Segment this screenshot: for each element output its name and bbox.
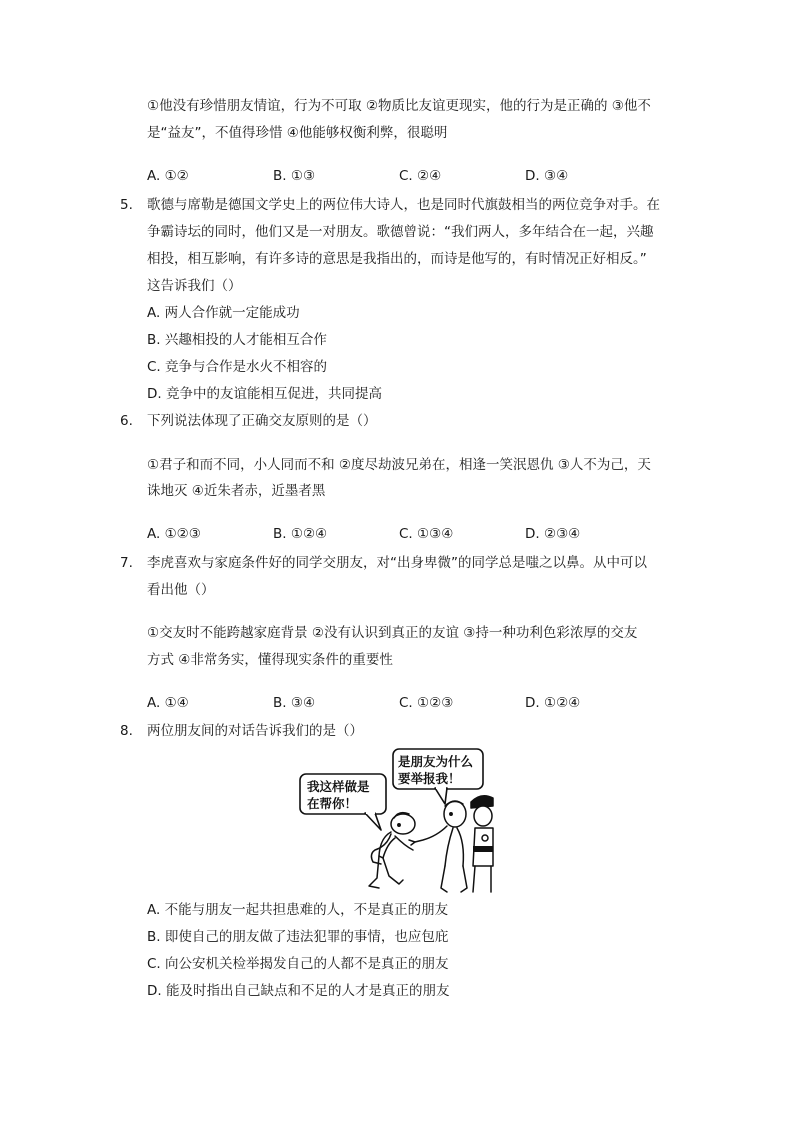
q5-stem-line2: 争霸诗坛的同时，他们又是一对朋友。歌德曾说：“我们两人，多年结合在一起，兴趣 [147, 224, 654, 240]
q7-stem-line1: 李虎喜欢与家庭条件好的同学交朋友，对“出身卑微”的同学总是嗤之以鼻。从中可以 [147, 555, 647, 571]
q5-option-b[interactable]: B. 兴趣相投的人才能相互合作 [147, 332, 327, 348]
q6-option-d[interactable]: D. ②③④ [525, 526, 581, 542]
q7-stem-line2: 看出他（） [147, 582, 215, 598]
q7-statements-line1: ①交友时不能跨越家庭背景 ②没有认识到真正的友谊 ③持一种功利色彩浓厚的交友 [147, 625, 638, 641]
q4-option-d[interactable]: D. ③④ [525, 168, 569, 184]
q7-statements-line2: 方式 ④非常务实，懂得现实条件的重要性 [147, 652, 393, 668]
speech-bubble-right [393, 749, 483, 804]
q5-option-a[interactable]: A. 两人合作就一定能成功 [147, 305, 300, 321]
q8-stem: 两位朋友间的对话告诉我们的是（） [147, 723, 363, 739]
q8-number: 8. [120, 723, 133, 739]
q7-option-b[interactable]: B. ③④ [273, 695, 316, 711]
q8-option-a[interactable]: A. 不能与朋友一起共担患难的人，不是真正的朋友 [147, 902, 449, 918]
q4-option-c[interactable]: C. ②④ [399, 168, 442, 184]
q4-statements-line2: 是“益友”，不值得珍惜 ④他能够权衡利弊，很聪明 [147, 125, 448, 141]
q6-option-a[interactable]: A. ①②③ [147, 526, 201, 542]
q6-option-b[interactable]: B. ①②④ [273, 526, 328, 542]
q4-option-a[interactable]: A. ①② [147, 168, 189, 184]
q7-option-d[interactable]: D. ①②④ [525, 695, 581, 711]
q6-number: 6. [120, 413, 133, 429]
police-figure [471, 796, 493, 892]
bubble-left-line2: 在帮你！ [307, 796, 358, 811]
bubble-right-line1: 是朋友为什么 [398, 754, 474, 769]
bubble-left-line1: 我这样做是 [307, 779, 370, 794]
q6-statements-line2: 诛地灭 ④近朱者赤，近墨者黑 [147, 483, 326, 499]
q7-number: 7. [120, 555, 133, 571]
q8-option-b[interactable]: B. 即使自己的朋友做了违法犯罪的事情，也应包庇 [147, 929, 449, 945]
q6-statements-line1: ①君子和而不同，小人同而不和 ②度尽劫波兄弟在，相逢一笑泯恩仇 ③人不为己，天 [147, 457, 651, 473]
q5-option-d[interactable]: D. 竞争中的友谊能相互促进，共同提高 [147, 386, 382, 402]
bubble-right-line2: 要举报我！ [398, 771, 461, 786]
q5-stem-line3: 相投，相互影响，有许多诗的意思是我指出的，而诗是他写的，有时情况正好相反。” [147, 251, 647, 267]
q5-stem-line1: 歌德与席勒是德国文学史上的两位伟大诗人，也是同时代旗鼓相当的两位竞争对手。在 [147, 197, 660, 213]
q8-option-d[interactable]: D. 能及时指出自己缺点和不足的人才是真正的朋友 [147, 983, 450, 999]
q6-option-c[interactable]: C. ①③④ [399, 526, 454, 542]
q5-number: 5. [120, 197, 133, 213]
q8-option-c[interactable]: C. 向公安机关检举揭发自己的人都不是真正的朋友 [147, 956, 449, 972]
q4-statements-line1: ①他没有珍惜朋友情谊，行为不可取 ②物质比友谊更现实，他的行为是正确的 ③他不 [147, 98, 651, 114]
accused-figure [409, 801, 467, 892]
q4-option-b[interactable]: B. ①③ [273, 168, 316, 184]
q5-stem-line4: 这告诉我们（） [147, 278, 242, 294]
q7-option-a[interactable]: A. ①④ [147, 695, 189, 711]
q7-option-c[interactable]: C. ①②③ [399, 695, 454, 711]
q6-stem: 下列说法体现了正确交友原则的是（） [147, 413, 377, 429]
q5-option-c[interactable]: C. 竞争与合作是水火不相容的 [147, 359, 328, 375]
q8-cartoon [295, 746, 495, 898]
speech-bubble-left [300, 774, 386, 830]
